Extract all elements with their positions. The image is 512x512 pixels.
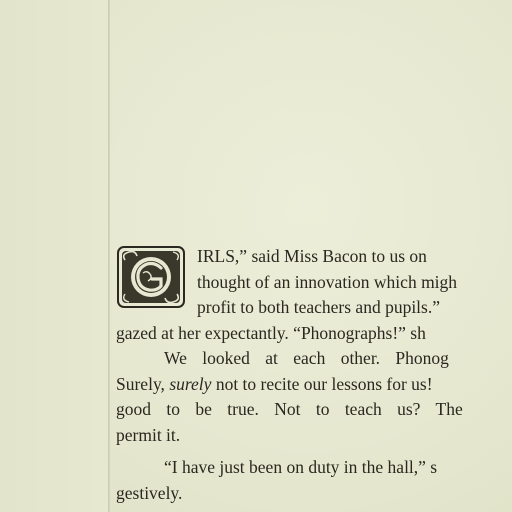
body-text [116,244,512,506]
text-line: We looked at each other. Phonog [164,348,449,368]
text-line: good to be true. Not to teach us? The [116,399,463,419]
text-line: IRLS,” said Miss Bacon to us on [197,246,427,266]
text-line: gestively. [116,482,183,503]
text-line: gazed at her expectantly. “Phonographs!” sh [116,322,426,343]
page-gutter-line [108,0,110,512]
page-left-margin [0,0,108,512]
text-line: thought of an innovation which migh [197,271,458,292]
italic-word: surely [169,373,212,394]
text-line: “I have just been on duty in the hall,” s [164,457,438,477]
text-line: permit it. [116,424,181,445]
text-line: profit to both teachers and pupils.” [197,297,440,317]
text-line: Surely, surely not to recite our lessons for us! [116,373,433,394]
